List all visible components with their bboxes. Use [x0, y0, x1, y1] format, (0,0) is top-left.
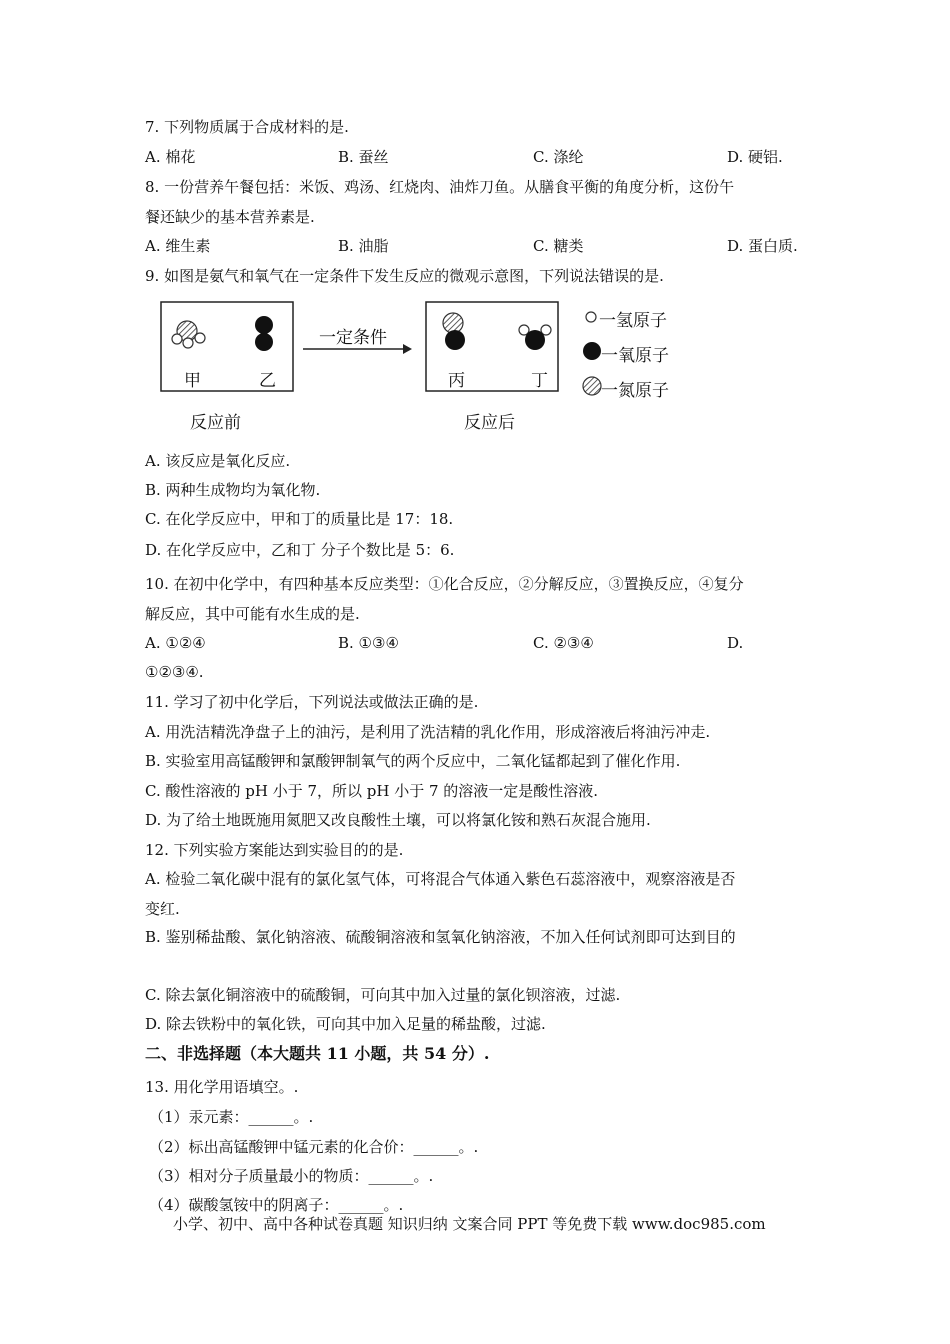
q10-stem-line2: 解反应，其中可能有水生成的是.: [145, 605, 360, 623]
label-ding: 丁: [531, 371, 548, 391]
q13-stem: 13. 用化学用语填空。.: [145, 1078, 299, 1096]
q10-option-d: D.: [727, 634, 744, 652]
label-jia: 甲: [184, 371, 201, 391]
q12-option-a-line2: 变红.: [145, 900, 180, 918]
label-after: 反应后: [464, 413, 515, 433]
q7-option-a: A. 棉花: [145, 148, 196, 166]
q8-stem-line1: 8. 一份营养午餐包括：米饭、鸡汤、红烧肉、油炸刀鱼。从膳食平衡的角度分析，这份午: [145, 178, 735, 196]
q13-item-4: （4）碳酸氢铵中的阴离子：______。.: [149, 1196, 404, 1214]
oxygen-atom-icon: [255, 316, 273, 334]
q13-item-3: （3）相对分子质量最小的物质：______。.: [149, 1167, 434, 1185]
q8-option-d: D. 蛋白质.: [727, 237, 798, 255]
q8-option-c: C. 糖类: [533, 237, 584, 255]
label-before: 反应前: [190, 413, 241, 433]
q7-stem: 7. 下列物质属于合成材料的是.: [145, 118, 349, 136]
q7-option-d: D. 硬铝.: [727, 148, 783, 166]
section-heading: 二、非选择题（本大题共 11 小题，共 54 分）.: [145, 1044, 490, 1063]
legend-oxygen: 一氧原子: [601, 346, 669, 366]
q11-option-a: A. 用洗洁精洗净盘子上的油污，是利用了洗洁精的乳化作用，形成溶液后将油污冲走.: [145, 723, 711, 741]
q7-option-b: B. 蚕丝: [338, 148, 389, 166]
legend-oxygen-icon: [583, 342, 601, 360]
q10-option-a: A. ①②④: [145, 634, 206, 652]
q9-option-d: D. 在化学反应中，乙和丁 分子个数比是 5：6.: [145, 541, 455, 559]
reaction-condition: 一定条件: [319, 328, 387, 348]
q10-option-c: C. ②③④: [533, 634, 594, 652]
q9-stem: 9. 如图是氨气和氧气在一定条件下发生反应的微观示意图，下列说法错误的是.: [145, 267, 664, 285]
q10-stem-line1: 10. 在初中化学中，有四种基本反应类型：①化合反应，②分解反应，③置换反应，④复分: [145, 575, 744, 593]
legend-hydrogen-icon: [586, 312, 596, 322]
q9-option-c: C. 在化学反应中，甲和丁的质量比是 17：18.: [145, 510, 454, 528]
q12-option-b: B. 鉴别稀盐酸、氯化钠溶液、硫酸铜溶液和氢氧化钠溶液，不加入任何试剂即可达到目的: [145, 928, 736, 946]
q10-option-b: B. ①③④: [338, 634, 399, 652]
q12-option-c: C. 除去氯化铜溶液中的硫酸铜，可向其中加入过量的氯化钡溶液，过滤.: [145, 986, 621, 1004]
hydrogen-atom-icon: [172, 334, 182, 344]
page-footer: 小学、初中、高中各种试卷真题 知识归纳 文案合同 PPT 等免费下载 www.doc985.com: [173, 1215, 766, 1233]
q13-item-2: （2）标出高锰酸钾中锰元素的化合价：______。.: [149, 1138, 479, 1156]
q12-option-d: D. 除去铁粉中的氧化铁，可向其中加入足量的稀盐酸，过滤.: [145, 1015, 546, 1033]
label-bing: 丙: [448, 371, 465, 391]
label-yi: 乙: [259, 371, 276, 391]
q13-item-1: （1）汞元素：______。.: [149, 1108, 314, 1126]
q10-option-d-content: ①②③④.: [145, 663, 204, 681]
q9-option-b: B. 两种生成物均为氧化物.: [145, 481, 321, 499]
q11-option-d: D. 为了给土地既施用氮肥又改良酸性土壤，可以将氯化铵和熟石灰混合施用.: [145, 811, 651, 829]
legend-nitrogen: 一氮原子: [601, 381, 669, 401]
q11-option-b: B. 实验室用高锰酸钾和氯酸钾制氧气的两个反应中，二氧化锰都起到了催化作用.: [145, 752, 681, 770]
legend-hydrogen: 一氢原子: [599, 311, 667, 331]
q11-option-c: C. 酸性溶液的 pH 小于 7，所以 pH 小于 7 的溶液一定是酸性溶液.: [145, 782, 599, 800]
q8-stem-line2: 餐还缺少的基本营养素是.: [145, 208, 315, 226]
q12-option-a-line1: A. 检验二氧化碳中混有的氯化氢气体，可将混合气体通入紫色石蕊溶液中，观察溶液是否: [145, 870, 736, 888]
reaction-diagram: [158, 298, 698, 443]
legend-nitrogen-icon: [583, 377, 601, 395]
q7-option-c: C. 涤纶: [533, 148, 584, 166]
q8-option-a: A. 维生素: [145, 237, 211, 255]
q9-option-a: A. 该反应是氧化反应.: [145, 452, 291, 470]
q11-stem: 11. 学习了初中化学后，下列说法或做法正确的是.: [145, 693, 479, 711]
q8-option-b: B. 油脂: [338, 237, 389, 255]
q12-stem: 12. 下列实验方案能达到实验目的的是.: [145, 841, 404, 859]
